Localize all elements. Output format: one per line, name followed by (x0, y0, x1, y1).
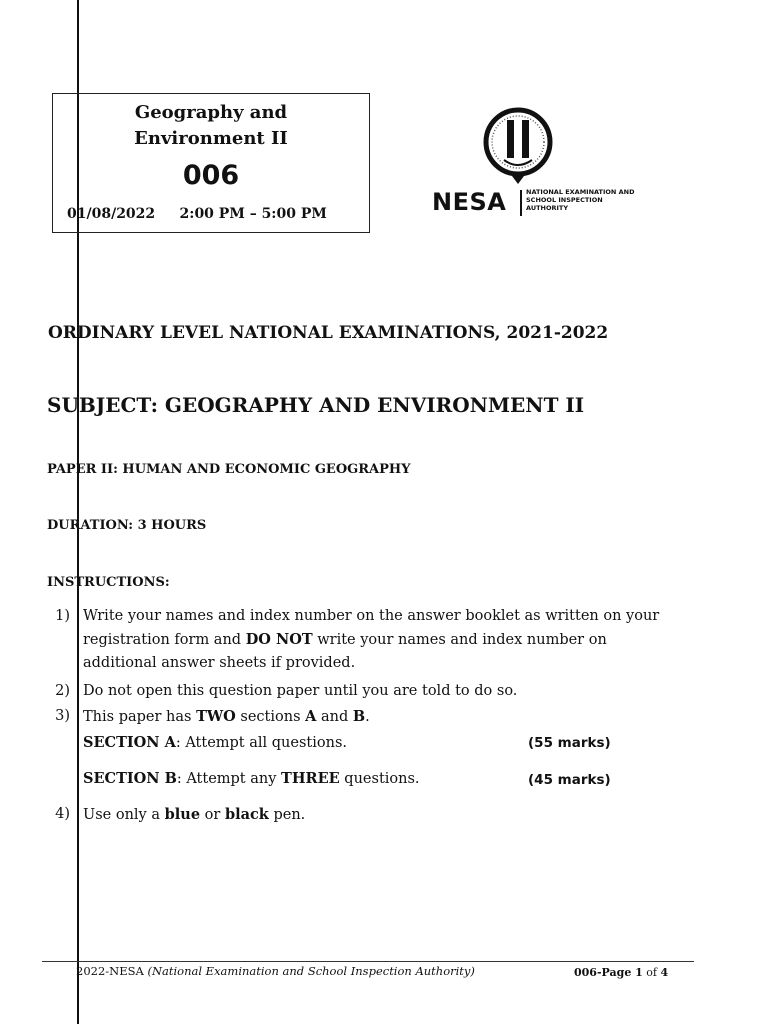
subject-heading: SUBJECT: GEOGRAPHY AND ENVIRONMENT II (47, 393, 585, 417)
exam-header-box (52, 93, 370, 233)
nesa-authority-text (526, 188, 666, 212)
text-run: pen. (268, 807, 306, 823)
section-b-marks: (45 marks) (528, 772, 611, 788)
footer-rule (42, 961, 694, 962)
total-pages: 4 (660, 966, 669, 979)
instruction-text: Do not open this question paper until you are told to do so. (83, 683, 518, 699)
text-run: of (642, 966, 661, 979)
header-subject-line2: Environment II (134, 128, 288, 149)
paper-code: 006 (182, 160, 240, 191)
instruction-1-line-a: Write your names and index number on the answer booklet as written on your (83, 608, 660, 624)
text-run: registration form and (83, 632, 246, 648)
text-run: questions. (339, 771, 420, 787)
instruction-number: 2) (55, 683, 70, 699)
section-b-label: SECTION B (83, 770, 177, 787)
text-run: and (316, 709, 353, 725)
emphasis: blue (164, 806, 201, 823)
nesa-wordmark: NESA (432, 188, 507, 216)
nesa-logo (432, 104, 662, 224)
text-run: sections (235, 709, 306, 725)
footer-year: 2022-NESA (76, 964, 148, 978)
duration-heading: DURATION: 3 HOURS (47, 518, 207, 533)
paper-heading: PAPER II: HUMAN AND ECONOMIC GEOGRAPHY (47, 462, 411, 477)
header-subject-line1: Geography and (134, 102, 288, 123)
emphasis: black (224, 806, 269, 823)
emphasis: B (352, 708, 366, 725)
text-run: : Attempt all questions. (175, 735, 347, 751)
footer-copyright (76, 964, 475, 978)
text-run: 006-Page (574, 966, 636, 979)
instruction-1-line-b (83, 628, 723, 652)
exam-date: 01/08/2022 (67, 206, 156, 222)
text-run: or (200, 807, 225, 823)
authority-line3: AUTHORITY (526, 204, 569, 212)
current-page: 1 (635, 966, 643, 979)
emphasis: A (305, 708, 317, 725)
page-number (574, 966, 668, 979)
nesa-emblem-icon (480, 104, 556, 190)
section-b-text (83, 767, 723, 791)
exam-date-time (67, 206, 327, 222)
footer-authority: (National Examination and School Inspection Authority) (147, 964, 475, 978)
text-run: write your names and index number on (312, 632, 607, 648)
emphasis: TWO (196, 708, 236, 725)
exam-time: 2:00 PM – 5:00 PM (179, 206, 327, 222)
text-run: . (365, 709, 370, 725)
section-a-text (83, 731, 723, 755)
authority-line1: NATIONAL EXAMINATION AND (526, 188, 635, 196)
header-subject (53, 100, 369, 152)
text-run: : Attempt any (176, 771, 282, 787)
instruction-text (83, 605, 723, 675)
instruction-number: 1) (55, 608, 70, 624)
instruction-1-line-c: additional answer sheets if provided. (83, 655, 356, 671)
text-run: This paper has (83, 709, 197, 725)
exam-title: ORDINARY LEVEL NATIONAL EXAMINATIONS, 2021-2022 (48, 323, 609, 343)
logo-separator (520, 190, 522, 216)
instruction-text (83, 705, 723, 729)
instruction-number: 3) (55, 708, 70, 724)
instructions-heading: INSTRUCTIONS: (47, 575, 170, 590)
emphasis: DO NOT (245, 631, 313, 648)
text-run: Use only a (83, 807, 165, 823)
authority-line2: SCHOOL INSPECTION (526, 196, 603, 204)
instruction-text (83, 803, 723, 827)
instruction-number: 4) (55, 806, 70, 822)
emphasis: THREE (281, 770, 340, 787)
section-a-label: SECTION A (83, 734, 176, 751)
section-a-marks: (55 marks) (528, 735, 611, 751)
